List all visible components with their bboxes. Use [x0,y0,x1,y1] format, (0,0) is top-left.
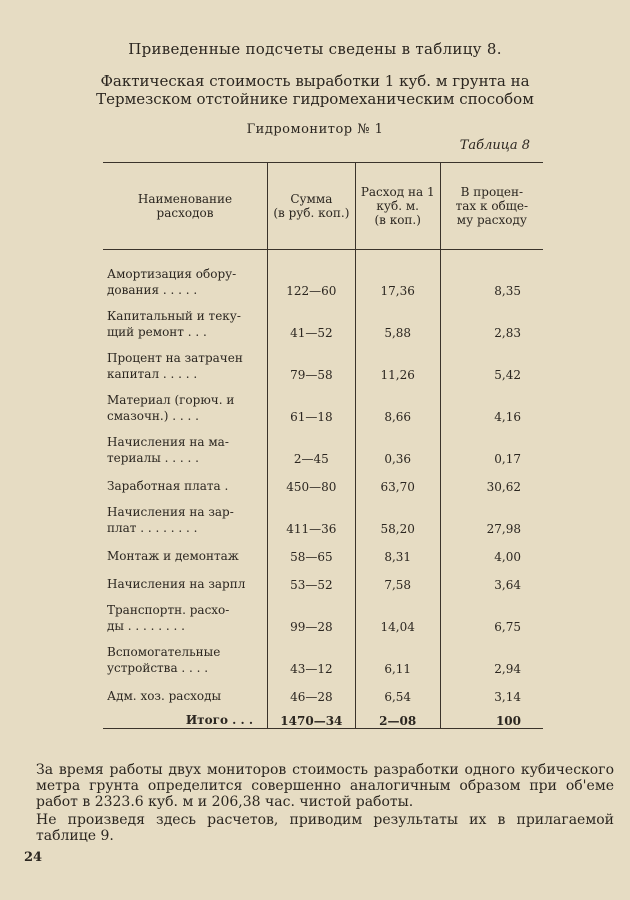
header-rate: Расход на 1 куб. м. (в коп.) [355,163,440,250]
table-title-line: Термезском отстойнике гидромеханическим способом [96,90,534,108]
table-title [40,72,590,108]
row-sum: 53—52 [268,564,356,592]
table-row [103,466,543,494]
row-rate: 17,36 [355,250,440,299]
row-sum: 2—45 [268,424,356,466]
row-name: Капитальный и теку- щий ремонт . . . [107,309,241,339]
table-row [103,592,543,634]
row-percent: 0,17 [440,424,543,466]
header-name: Наименование расходов [103,163,268,250]
table-header-row [103,163,543,250]
paragraph-two: Не произведя здесь расчетов, приводим результаты их в прилагаемой таблице 9. [36,812,614,844]
table-row [103,536,543,564]
row-percent: 3,64 [440,564,543,592]
row-name: Заработная плата . [107,479,229,493]
row-sum: 46—28 [268,676,356,704]
row-name: Материал (горюч. и смазочн.) . . . . [107,393,235,423]
table-total-row [103,704,543,729]
row-percent: 6,75 [440,592,543,634]
row-rate: 14,04 [355,592,440,634]
row-rate: 8,31 [355,536,440,564]
row-name: Амортизация обору- дования . . . . . [107,267,237,297]
row-rate: 6,54 [355,676,440,704]
row-name: Процент на затрачен капитал . . . . . [107,351,243,381]
row-rate: 11,26 [355,340,440,382]
row-sum: 99—28 [268,592,356,634]
table-row [103,676,543,704]
header-percent: В процен- тах к обще- му расходу [440,163,543,250]
monitor-label: Гидромонитор № 1 [246,122,384,137]
row-name: Начисления на зар- плат . . . . . . . . [107,505,234,535]
row-percent: 4,00 [440,536,543,564]
table-row [103,250,543,299]
row-percent: 30,62 [440,466,543,494]
row-sum: 61—18 [268,382,356,424]
header-sum: Сумма (в руб. коп.) [268,163,356,250]
table-row [103,634,543,676]
total-rate: 2—08 [355,704,440,729]
row-rate: 6,11 [355,634,440,676]
row-percent: 2,94 [440,634,543,676]
row-name: Монтаж и демонтаж [107,549,239,563]
row-name: Начисления на зарпл [107,577,246,591]
table-row [103,564,543,592]
cost-table [103,162,543,729]
row-name: Вспомогательные устройства . . . . [107,645,221,675]
row-percent: 27,98 [440,494,543,536]
paragraph-one: За время работы двух мониторов стоимость разработки одного кубического метра грунта определится совершенно аналогичным образом при об'еме работ в 2323.6 куб. м и 206,38 час. чистой работы. [36,762,614,810]
row-percent: 3,14 [440,676,543,704]
table-number-label: Таблица 8 [459,138,530,153]
row-sum: 41—52 [268,298,356,340]
total-label: Итого . . . [103,704,268,729]
row-rate: 5,88 [355,298,440,340]
row-sum: 450—80 [268,466,356,494]
row-percent: 5,42 [440,340,543,382]
row-rate: 63,70 [355,466,440,494]
row-name: Начисления на ма- териалы . . . . . [107,435,229,465]
row-sum: 43—12 [268,634,356,676]
table-row [103,494,543,536]
row-rate: 7,58 [355,564,440,592]
row-name: Адм. хоз. расходы [107,689,222,703]
page-number: 24 [24,850,43,865]
row-rate: 58,20 [355,494,440,536]
total-percent: 100 [440,704,543,729]
table-row [103,298,543,340]
row-rate: 0,36 [355,424,440,466]
row-sum: 411—36 [268,494,356,536]
row-name: Транспортн. расхо- ды . . . . . . . . [107,603,230,633]
table-row [103,382,543,424]
row-sum: 79—58 [268,340,356,382]
row-percent: 4,16 [440,382,543,424]
total-sum: 1470—34 [268,704,356,729]
row-sum: 122—60 [268,250,356,299]
row-rate: 8,66 [355,382,440,424]
row-percent: 2,83 [440,298,543,340]
table-title-line: Фактическая стоимость выработки 1 куб. м грунта на [100,72,530,90]
row-percent: 8,35 [440,250,543,299]
table-row [103,340,543,382]
table-row [103,424,543,466]
intro-text: Приведенные подсчеты сведены в таблицу 8. [128,40,502,58]
row-sum: 58—65 [268,536,356,564]
